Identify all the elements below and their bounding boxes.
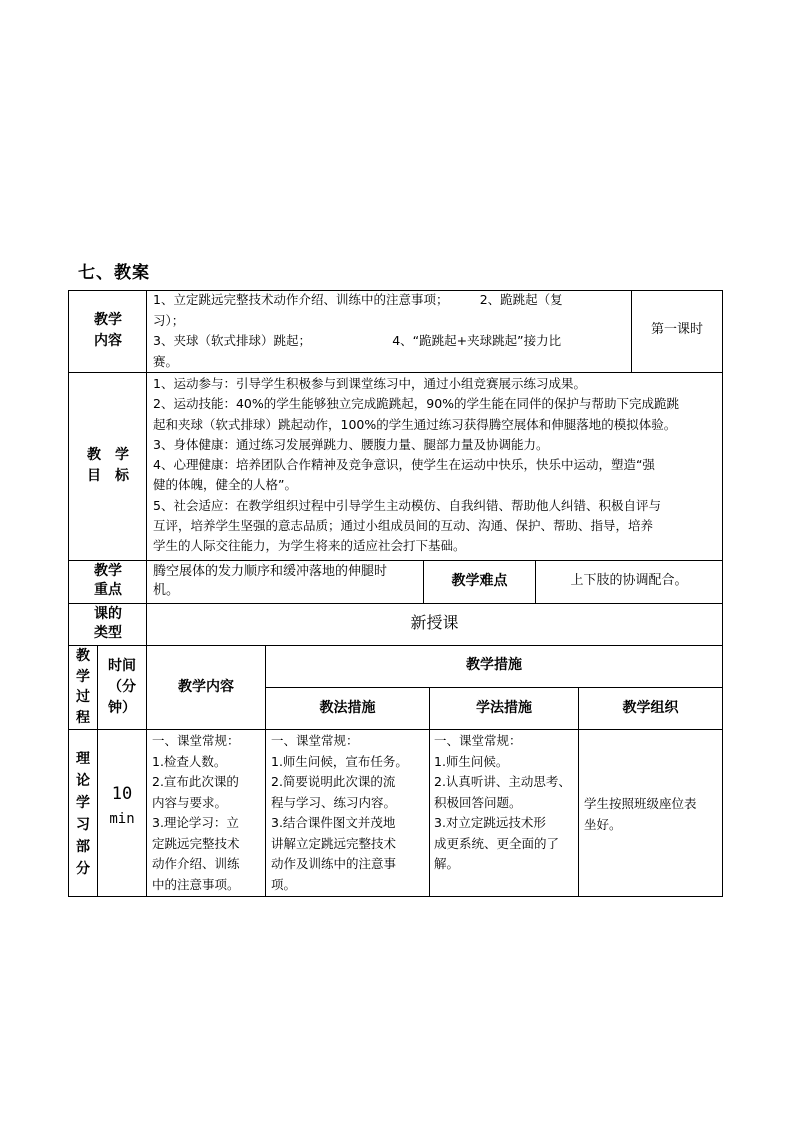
difficulty-text: 上下肢的协调配合。 (570, 573, 688, 588)
text-line: 5、社会适应：在教学组织过程中引导学生主动模仿、自我纠错、帮助他人纠错、积极自评与 (153, 497, 661, 513)
text-line: 1.检查人数。 (152, 753, 227, 769)
text-line: 坐好。 (584, 816, 622, 832)
text-line: 积极回答问题。 (434, 794, 522, 810)
char: 教 (76, 648, 90, 664)
header-line: 时间 (108, 658, 136, 674)
column-divider (265, 645, 266, 897)
organization-cell (584, 794, 720, 835)
text-line: 2、运动技能：40%的学生能够独立完成跪跳起，90%的学生能在同伴的保护与帮助下完成跪跳 (153, 396, 680, 412)
text-line: 1.师生问候。 (434, 753, 509, 769)
text-line: 程与学习、练习内容。 (271, 794, 397, 810)
row-divider (68, 645, 723, 646)
char: 过 (76, 689, 90, 705)
text-line: 3、身体健康：通过练习发展弹跳力、腰腹力量、腿部力量及协调能力。 (153, 436, 549, 452)
label-line: 课的 (94, 606, 122, 622)
label-line: 重点 (94, 582, 122, 598)
char: 学 (76, 668, 90, 685)
text-line: 解。 (434, 856, 460, 871)
text-line: 2.简要说明此次课的流 (271, 774, 396, 789)
text-line: 一、课堂常规： (434, 733, 522, 748)
learning-method-cell (434, 731, 577, 875)
text-line: 2.宣布此次课的 (152, 774, 239, 789)
time-header (98, 656, 146, 719)
header-line: （分 (108, 679, 136, 695)
header-line: 钟） (108, 700, 136, 716)
table-border-right (722, 290, 723, 897)
char: 理 (76, 751, 90, 767)
content-cell (152, 731, 264, 895)
teaching-method-header: 教法措施 (319, 700, 376, 716)
char: 部 (76, 839, 90, 855)
lesson-type-label (76, 605, 140, 643)
text-line: 习）； (153, 312, 185, 328)
text-line: 动作介绍、训练 (152, 856, 240, 871)
text-line: 学生按照班级座位表 (584, 796, 697, 811)
row-divider (68, 603, 723, 604)
teaching-process-header (69, 646, 97, 728)
learning-method-header: 学法措施 (476, 700, 532, 716)
text-line: 起和夹球（软式排球）跳起动作，100%的学生通过练习获得腾空展体和伸腿落地的模拟体验。 (153, 416, 677, 432)
teaching-goals-text (153, 374, 719, 557)
text-line: 3、夹球（软式排球）跳起； 4、“跪跳起+夹球跳起”接力比 (153, 333, 562, 348)
text-line: 1.师生问候，宣布任务。 (271, 753, 408, 769)
text-line: 成更系统、更全面的了 (434, 835, 560, 851)
text-line: 项。 (271, 876, 297, 892)
text-line: 内容与要求。 (152, 794, 228, 810)
text-line: 定跳远完整技术 (152, 835, 240, 851)
teaching-content-label: 教学内容 (94, 312, 122, 349)
lesson-number: 第一课时 (650, 322, 703, 337)
text-line: 一、课堂常规： (152, 733, 240, 748)
text-line: 腾空展体的发力顺序和缓冲落地的伸腿时 (153, 564, 388, 579)
label-line: 目 标 (87, 468, 129, 484)
row-divider (68, 560, 723, 561)
text-line: 学生的人际交往能力，为学生将来的适应社会打下基础。 (153, 538, 466, 554)
char: 学 (76, 795, 90, 811)
row-divider (68, 729, 723, 730)
text-line: 赛。 (153, 353, 179, 369)
lesson-type-value: 新授课 (410, 613, 459, 632)
teaching-goals-label (72, 445, 144, 487)
key-points-label (76, 562, 140, 600)
text-line: 3.对立定跳远技术形 (434, 815, 546, 830)
text-line: 1、立定跳远完整技术动作介绍、训练中的注意事项； 2、跪跳起（复 (153, 292, 563, 307)
measures-header: 教学措施 (466, 657, 522, 673)
theory-part-label (69, 748, 97, 880)
label-line: 类型 (94, 625, 122, 641)
label-line: 教 学 (87, 447, 129, 463)
text-line: 一、课堂常规： (271, 733, 359, 748)
text-line: 讲解立定跳远完整技术 (271, 835, 397, 851)
text-line: 动作及训练中的注意事 (271, 856, 397, 871)
text-line: 4、心理健康：培养团队合作精神及竞争意识，使学生在运动中快乐，快乐中运动，塑造“强 (153, 457, 655, 473)
teaching-content-text (153, 290, 629, 372)
table-border-bottom (68, 896, 723, 897)
organization-header: 教学组织 (622, 700, 679, 716)
teaching-method-cell (271, 731, 428, 895)
text-line: 3.结合课件图文并茂地 (271, 815, 396, 830)
char: 论 (76, 773, 90, 789)
text-line: 健的体魄，健全的人格”。 (153, 477, 297, 493)
label-line: 教学 (94, 563, 122, 579)
text-line: 2.认真听讲、主动思考、 (434, 774, 571, 789)
column-divider (146, 290, 147, 897)
text-line: 机。 (153, 583, 180, 598)
difficulty-label: 教学难点 (451, 573, 508, 589)
text-line: 3.理论学习：立 (152, 815, 239, 830)
duration-unit: min (109, 811, 135, 827)
char: 程 (76, 709, 90, 726)
section-heading: 七、教案 (78, 263, 150, 283)
duration-value: 10 (111, 784, 133, 804)
text-line: 中的注意事项。 (152, 876, 240, 892)
row-divider (68, 372, 723, 373)
duration (98, 780, 146, 830)
key-points-text (153, 562, 421, 600)
content-header: 教学内容 (178, 679, 234, 695)
char: 习 (76, 817, 90, 833)
row-divider (265, 687, 723, 688)
text-line: 1、运动参与：引导学生积极参与到课堂练习中，通过小组竞赛展示练习成果。 (153, 376, 586, 391)
text-line: 互评，培养学生坚强的意志品质；通过小组成员间的互动、沟通、保护、帮助、指导，培养 (153, 518, 654, 534)
char: 分 (76, 861, 90, 877)
